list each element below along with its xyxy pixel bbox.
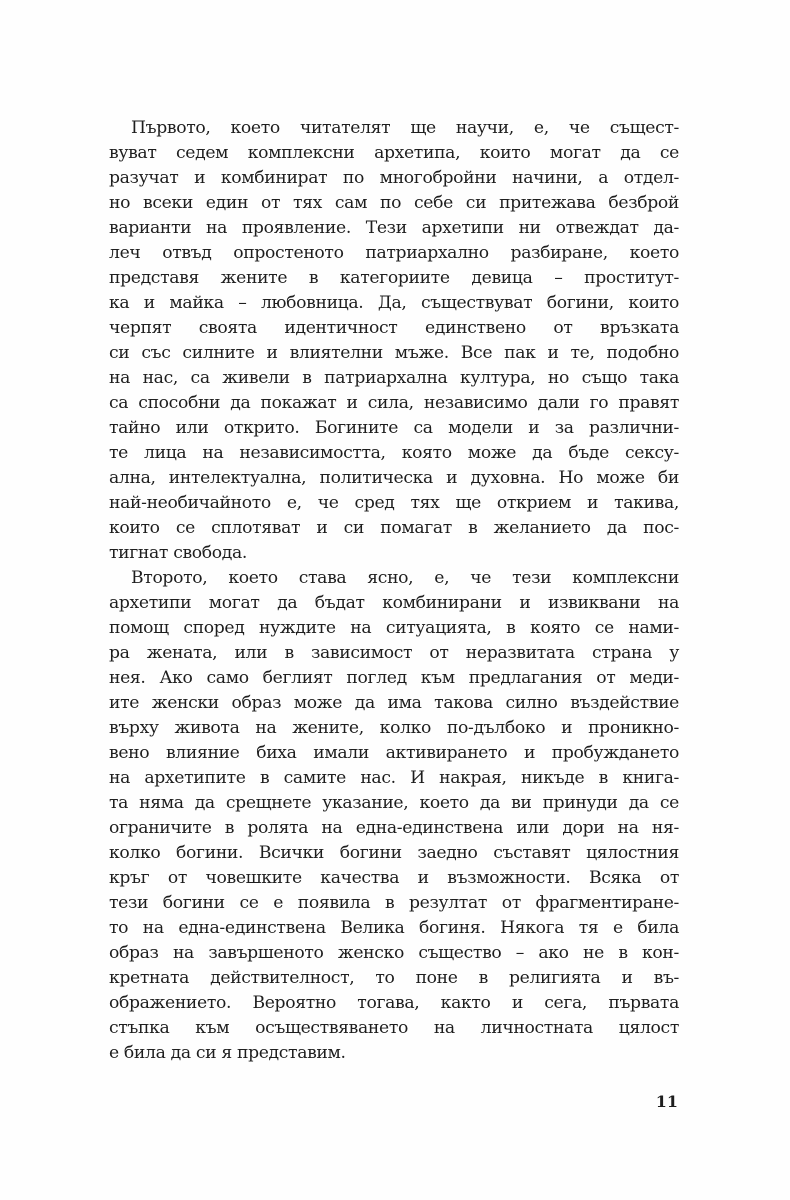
text-line: те лица на независимостта, която може да бъде сексу- — [109, 443, 679, 463]
text-line: представя жените в категориите девица – проститут- — [109, 268, 679, 288]
text-line: колко богини. Всички богини заедно съставят цялостния — [109, 843, 679, 863]
text-line: върху живота на жените, колко по-дълбоко и проникно- — [109, 718, 679, 738]
text-line: разучат и комбинират по многобройни начини, а отдел- — [109, 168, 679, 188]
text-line: помощ според нуждите на ситуацията, в която се нами- — [109, 618, 679, 638]
text-line: черпят своята идентичност единствено от връзката — [109, 318, 679, 338]
text-line: стъпка към осъществяването на личностната цялост — [109, 1018, 679, 1038]
text-line: варианти на проявление. Тези архетипи ни отвеждат да- — [109, 218, 679, 238]
text-line: образ на завършеното женско същество – ако не в кон- — [109, 943, 679, 963]
text-line: е била да си я представим. — [109, 1043, 346, 1063]
text-line: тайно или открито. Богините са модели и за различни- — [109, 418, 679, 438]
text-line: нея. Ако само беглият поглед към предлагания от меди- — [109, 668, 679, 688]
text-line: леч отвъд опростеното патриархално разбиране, което — [109, 243, 679, 263]
text-line: които се сплотяват и си помагат в желанието да пос- — [109, 518, 679, 538]
text-line: ра жената, или в зависимост от неразвитата страна у — [109, 643, 679, 663]
text-line: най-необичайното е, че сред тях ще открием и такива, — [109, 493, 679, 513]
text-line: та няма да срещнете указание, което да ви принуди да се — [109, 793, 679, 813]
body-text — [109, 116, 679, 1066]
text-line: ална, интелектуална, политическа и духовна. Но може би — [109, 468, 679, 488]
text-line: тигнат свобода. — [109, 543, 248, 563]
text-line: кретната действителност, то поне в религията и въ- — [109, 968, 679, 988]
text-line: ка и майка – любовница. Да, съществуват богини, които — [109, 293, 679, 313]
text-line: на нас, са живели в патриархална култура, но също така — [109, 368, 679, 388]
text-line: но всеки един от тях сам по себе си притежава безброй — [109, 193, 679, 213]
text-line: кръг от човешките качества и възможности. Всяка от — [109, 868, 679, 888]
text-line: тези богини се е появила в резултат от фрагментиране- — [109, 893, 679, 913]
text-line: ите женски образ може да има такова силно въздействие — [109, 693, 679, 713]
text-line: Първото, което читателят ще научи, е, че същест- — [131, 118, 679, 138]
text-line: на архетипите в самите нас. И накрая, никъде в книга- — [109, 768, 679, 788]
text-line: вено влияние биха имали активирането и пробуждането — [109, 743, 679, 763]
text-line: Второто, което става ясно, е, че тези комплексни — [131, 568, 679, 588]
text-line: вуват седем комплексни архетипа, които могат да се — [109, 143, 679, 163]
text-line: то на една-единствена Велика богиня. Някога тя е била — [109, 918, 679, 938]
text-line: ображението. Вероятно тогава, както и сега, първата — [109, 993, 679, 1013]
page-number: 11 — [655, 1092, 678, 1111]
text-line: си със силните и влиятелни мъже. Все пак и те, подобно — [109, 343, 679, 363]
text-line: ограничите в ролята на една-единствена или дори на ня- — [109, 818, 679, 838]
text-line: архетипи могат да бъдат комбинирани и извиквани на — [109, 593, 679, 613]
text-line: са способни да покажат и сила, независимо дали го правят — [109, 393, 679, 413]
